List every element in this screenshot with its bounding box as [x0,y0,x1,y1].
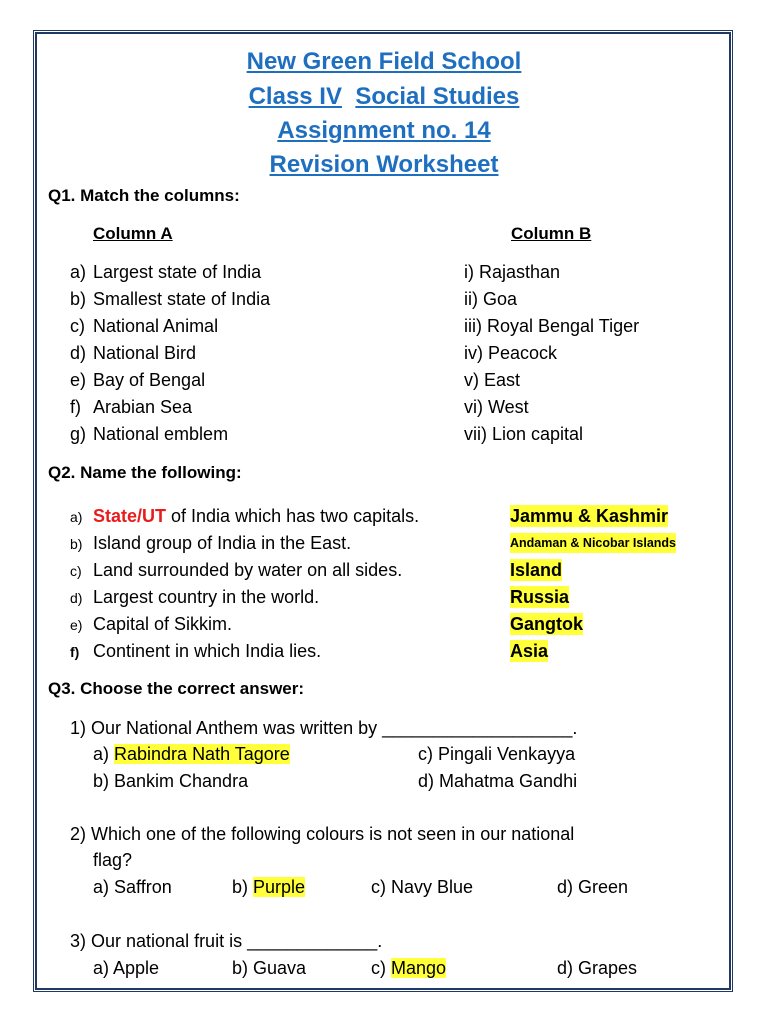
q2-a-label: a) [70,509,83,525]
q3-2-correct-answer: Purple [253,877,306,897]
q1-g-text: National emblem [93,424,229,444]
q2-b-question: Island group of India in the East. [93,533,352,553]
q3-2-option-d: d) Green [557,877,629,897]
q2-b-answer: Andaman & Nicobar Islands [510,533,676,553]
q3-1-option-a: a) Rabindra Nath Tagore [93,744,290,764]
school-title: New Green Field School [246,48,522,75]
q2-d-answer: Russia [510,587,570,607]
q2-a-emphasis: State/UT [93,506,167,526]
q1-d-text: National Bird [93,343,197,363]
q2-c-label: c) [70,563,82,579]
q3-2-option-b: b) Purple [232,877,306,897]
q1-col-b-item: iv) Peacock [464,343,558,363]
q1-col-b-item: i) Rajasthan [464,262,561,282]
q1-d-label: d) [70,343,87,363]
q1-c-text: National Animal [93,316,219,336]
q1-b-label: b) [70,289,87,309]
q1-e-text: Bay of Bengal [93,370,206,390]
q2-e-answer: Gangtok [510,614,584,634]
q2-f-answer: Asia [510,641,549,661]
q1-col-b-item: ii) Goa [464,289,518,309]
q2-d-question: Largest country in the world. [93,587,320,607]
q1-col-b-item: vi) West [464,397,529,417]
class-subject-title: Class IV Social Studies [248,83,520,110]
q3-3-option-c: c) Mango [371,958,447,978]
q3-1-option-c: c) Pingali Venkayya [418,744,576,764]
q3-title: Q3. Choose the correct answer: [48,679,305,698]
q1-g-label: g) [70,424,87,444]
q3-1-option-b: b) Bankim Chandra [93,771,249,791]
q1-f-text: Arabian Sea [93,397,193,417]
q2-f-label: f) [70,644,80,660]
q2-e-label: e) [70,617,83,633]
q2-a-answer: Jammu & Kashmir [510,506,669,526]
q1-f-label: f) [70,397,81,417]
q3-3-correct-answer: Mango [391,958,447,978]
q3-1-option-d: d) Mahatma Gandhi [418,771,578,791]
q1-e-label: e) [70,370,87,390]
q1-col-b-item: v) East [464,370,521,390]
q3-3-option-a: a) Apple [93,958,160,978]
q3-2-stem: 2) Which one of the following colours is not seen in our national [70,824,575,844]
q3-1-stem: 1) Our National Anthem was written by ___________________. [70,718,578,738]
q1-title: Q1. Match the columns: [48,186,240,205]
q2-a-question: State/UT of India which has two capitals. [93,506,420,526]
worksheet-title: Revision Worksheet [269,151,499,178]
q1-b-text: Smallest state of India [93,289,271,309]
q3-3-option-b: b) Guava [232,958,307,978]
q2-f-question: Continent in which India lies. [93,641,322,661]
q1-a-text: Largest state of India [93,262,262,282]
q3-1-correct-answer: Rabindra Nath Tagore [114,744,290,764]
q2-c-answer: Island [510,560,563,580]
q3-3-stem: 3) Our national fruit is _____________. [70,931,383,951]
q2-c-question: Land surrounded by water on all sides. [93,560,403,580]
column-a-header: Column A [93,224,173,243]
column-b-header: Column B [511,224,592,243]
q1-a-label: a) [70,262,87,282]
q1-col-b-item: vii) Lion capital [464,424,584,444]
q3-2-option-a: a) Saffron [93,877,172,897]
q2-b-label: b) [70,536,83,552]
q2-e-question: Capital of Sikkim. [93,614,233,634]
q3-3-option-d: d) Grapes [557,958,638,978]
q3-2-option-c: c) Navy Blue [371,877,474,897]
q1-c-label: c) [70,316,85,336]
assignment-title: Assignment no. 14 [277,117,491,144]
q2-title: Q2. Name the following: [48,463,242,482]
q3-2-stem-cont: flag? [93,850,133,870]
q1-col-b-item: iii) Royal Bengal Tiger [464,316,640,336]
q2-d-label: d) [70,590,83,606]
